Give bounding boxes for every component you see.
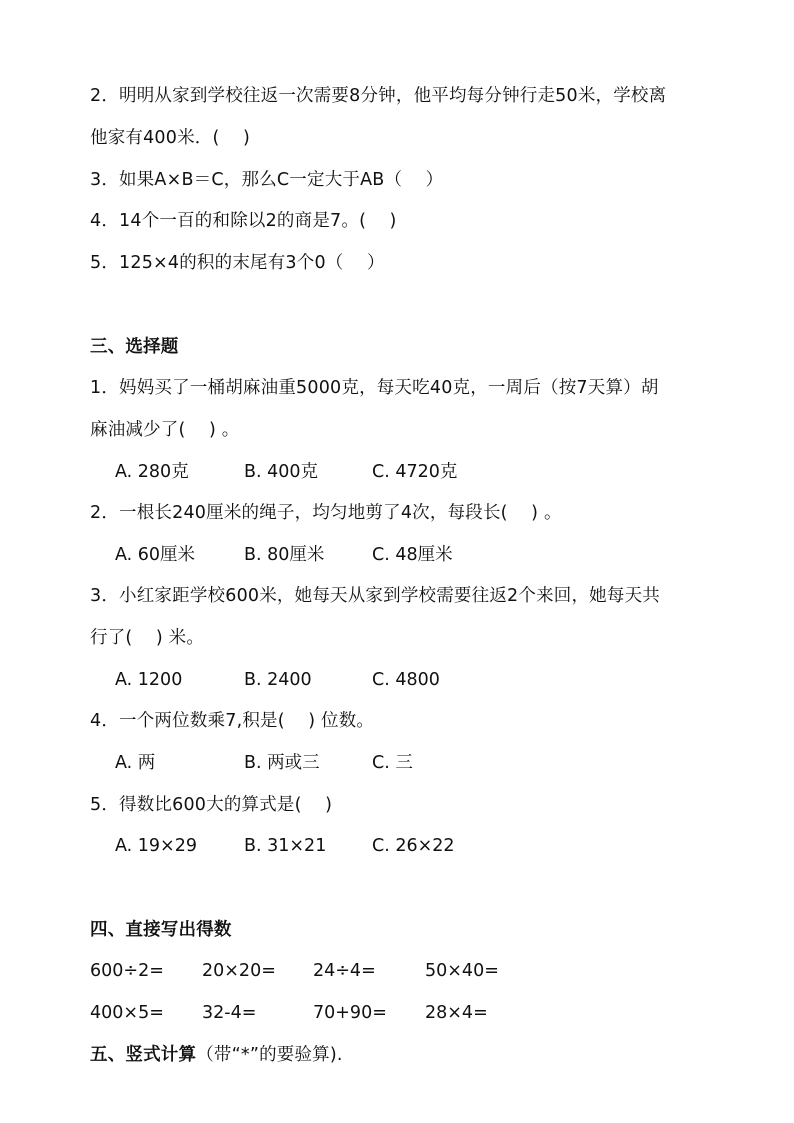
direct-r1-c3: 24÷4=	[313, 961, 376, 981]
choice-q2-option-b: B. 80厘米	[244, 545, 325, 565]
direct-r2-c4: 28×4=	[425, 1003, 488, 1023]
vertical-heading-note: （带“*”的要验算).	[196, 1045, 343, 1065]
choice-q2-option-c: C. 48厘米	[372, 545, 453, 565]
choice-q5-line1: 5．得数比600大的算式是( )	[90, 795, 333, 815]
choice-q5-option-c: C. 26×22	[372, 836, 455, 856]
direct-r2-c3: 70+90=	[313, 1003, 387, 1023]
vertical-section-heading	[90, 1043, 343, 1067]
choice-q3-option-b: B. 2400	[244, 670, 312, 690]
direct-r2-c2: 32-4=	[202, 1003, 257, 1023]
choice-q4-option-b: B. 两或三	[244, 753, 320, 773]
vertical-heading-text: 五、竖式计算	[90, 1045, 197, 1065]
choice-q3-option-a: A. 1200	[115, 670, 183, 690]
choice-q1-option-a: A. 280克	[115, 462, 189, 482]
choice-q3-line1: 3．小红家距学校600米，她每天从家到学校需要往返2个来回，她每天共	[90, 586, 660, 606]
judge-item-4: 4．14个一百的和除以2的商是7。( )	[90, 211, 397, 231]
choice-section-heading: 三、选择题	[90, 337, 179, 357]
choice-q4-line1: 4．一个两位数乘7,积是( ) 位数。	[90, 711, 375, 731]
choice-q2-line1: 2．一根长240厘米的绳子，均匀地剪了4次，每段长( ) 。	[90, 503, 562, 523]
choice-q4-option-a: A. 两	[115, 753, 156, 773]
choice-q1-option-b: B. 400克	[244, 462, 319, 482]
judge-item-2-line1: 2．明明从家到学校往返一次需要8分钟，他平均每分钟行走50米，学校离	[90, 86, 667, 106]
judge-item-2-line2: 他家有400米．( )	[90, 128, 251, 148]
choice-q1-line2: 麻油减少了( ) 。	[90, 420, 240, 440]
judge-item-3: 3．如果A×B＝C，那么C一定大于AB（ ）	[90, 170, 444, 190]
direct-r1-c4: 50×40=	[425, 961, 499, 981]
choice-q3-option-c: C. 4800	[372, 670, 440, 690]
direct-section-heading: 四、直接写出得数	[90, 920, 232, 940]
direct-r1-c1: 600÷2=	[90, 961, 164, 981]
choice-q5-option-b: B. 31×21	[244, 836, 327, 856]
direct-r2-c1: 400×5=	[90, 1003, 164, 1023]
choice-q1-option-c: C. 4720克	[372, 462, 458, 482]
choice-q3-line2: 行了( ) 米。	[90, 628, 205, 648]
judge-item-5: 5．125×4的积的末尾有3个0（ ）	[90, 253, 385, 273]
choice-q5-option-a: A. 19×29	[115, 836, 197, 856]
choice-q4-option-c: C. 三	[372, 753, 413, 773]
direct-r1-c2: 20×20=	[202, 961, 276, 981]
choice-q1-line1: 1．妈妈买了一桶胡麻油重5000克，每天吃40克，一周后（按7天算）胡	[90, 378, 659, 398]
choice-q2-option-a: A. 60厘米	[115, 545, 196, 565]
